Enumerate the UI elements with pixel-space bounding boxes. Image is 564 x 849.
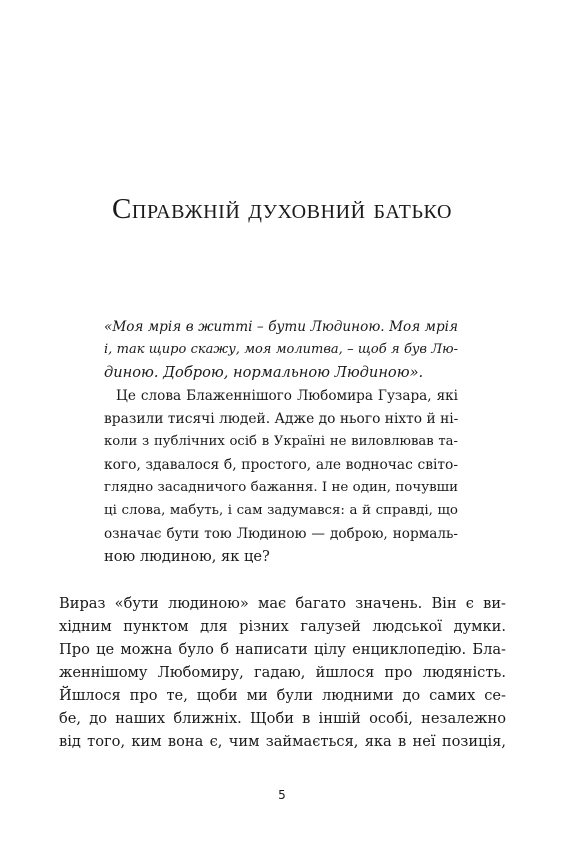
paragraph-line: Це слова Блаженнішого Любомира Гузара, які bbox=[116, 388, 458, 404]
epigraph-line: диною. Доброю, нормальною Людиною». bbox=[104, 364, 424, 381]
epigraph-line: і, так щиро скажу, моя молитва, – щоб я був Лю- bbox=[104, 342, 458, 357]
paragraph-line: хідним пунктом для різних галузей людської думки. bbox=[59, 618, 506, 635]
paragraph-line: кого, здавалося б, простого, але водночас світо- bbox=[104, 457, 458, 473]
epigraph-line: «Моя мрія в житті – бути Людиною. Моя мрія bbox=[104, 319, 458, 335]
paragraph-line: означає бути тою Людиною — доброю, нормаль- bbox=[104, 526, 458, 542]
paragraph-line: ною людиною, як це? bbox=[104, 548, 270, 565]
page-number: 5 bbox=[278, 788, 286, 802]
paragraph-line: бе, до наших ближніх. Щоби в іншій особі, незалежно bbox=[59, 710, 506, 727]
paragraph-line: від того, ким вона є, чим займається, яка в неї позиція, bbox=[59, 733, 506, 750]
paragraph-line: женнішому Любомиру, гадаю, йшлося про людяність. bbox=[59, 664, 506, 681]
paragraph-line: Вираз «бути людиною» має багато значень. Він є ви- bbox=[59, 595, 506, 612]
paragraph-line: вразили тисячі людей. Адже до нього ніхто й ні- bbox=[104, 411, 459, 427]
paragraph-line: ці слова, мабуть, і сам задумався: а й справді, що bbox=[104, 503, 458, 518]
paragraph-line: Про це можна було б написати цілу енциклопедію. Бла- bbox=[59, 641, 506, 658]
paragraph-line: коли з публічних осіб в Україні не виловлював та- bbox=[104, 434, 458, 449]
paragraph-line: Йшлося про те, щоби ми були людними до самих се- bbox=[59, 687, 506, 704]
paragraph-line: глядно засадничого бажання. І не один, почувши bbox=[104, 480, 458, 495]
chapter-title: Справжній духовний батько bbox=[111, 193, 453, 225]
